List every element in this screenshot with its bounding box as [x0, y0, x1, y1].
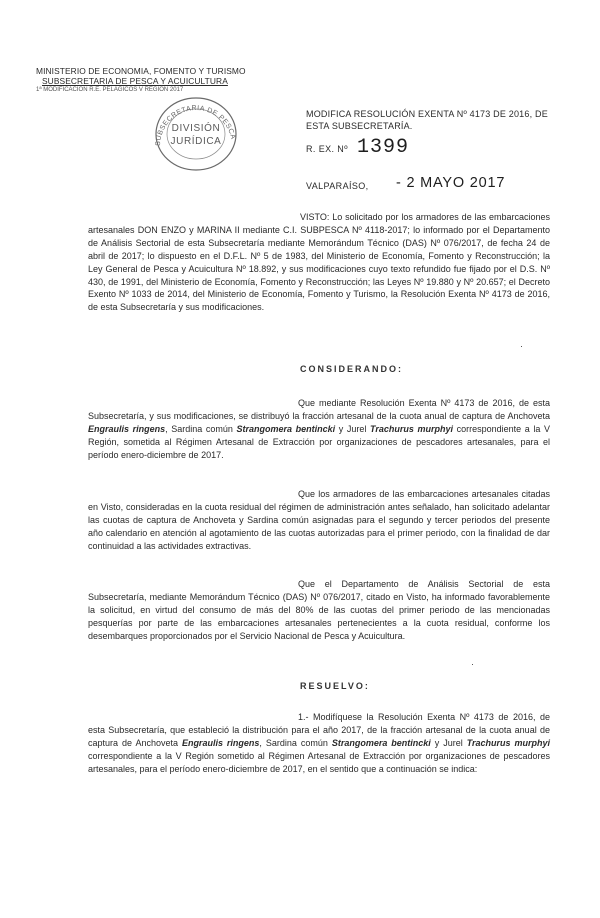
stamp-line-1: DIVISIÓN [171, 123, 221, 134]
resolution-number: 1399 [357, 136, 410, 159]
species-jurel: Trachurus murphyi [370, 423, 453, 434]
resolution-date: - 2 MAYO 2017 [396, 175, 506, 191]
stamp-ring-text: SUBSECRETARIA DE PESCA [154, 104, 237, 147]
legal-division-stamp [140, 88, 252, 174]
place-name: VALPARAÍSO, [306, 181, 369, 191]
visto-section [88, 211, 550, 314]
resuelvo-heading: RESUELVO: [300, 681, 370, 691]
stamp-line-2: JURÍDICA [170, 136, 222, 147]
considerando-heading: CONSIDERANDO: [300, 364, 404, 374]
document-subtitle: 1ª MODIFICACIÓN R.E. PELAGICOS V REGIÓN 2017 [36, 87, 184, 93]
visto-lead: VISTO: [300, 212, 330, 222]
species-jurel: Trachurus murphyi [466, 737, 550, 748]
considerando-paragraph-1: Que mediante Resolución Exenta Nº 4173 de 2016, de esta Subsecretaría, y sus modificaciones, se distribuyó la fracción artesanal de la cuota anual de captura de Anchoveta Engraulis ringens, Sardina común Strangomera bentincki y Jurel Trachurus murphyi correspondiente a la V Región, sometida al Régimen Artesanal de Extracción por organizaciones de pescadores artesanales, para el período enero-diciembre de 2017. [88, 398, 550, 460]
scan-speck [521, 346, 522, 347]
species-anchoveta: Engraulis ringens [88, 423, 166, 434]
considerando-paragraph-2: Que los armadores de las embarcaciones artesanales citadas en Visto, consideradas en la cuota residual del régimen de administración antes señalado, han solicitado adelantar las cuotas de captura de Anchoveta y Sardina común asignadas para el segundo y tercer periodos del presente año calendario en atención al agotamiento de las cuotas autorizadas para el primer periodo, con la finalidad de dar continuidad a las actividades extractivas. [88, 489, 550, 551]
subsecretaria-name: SUBSECRETARIA DE PESCA Y ACUICULTURA [42, 76, 228, 86]
ministry-name: MINISTERIO DE ECONOMIA, FOMENTO Y TURISMO [36, 66, 246, 76]
resolution-label: R. EX. Nº [306, 144, 348, 154]
considerando-paragraph-3: Que el Departamento de Análisis Sectorial de esta Subsecretaría, mediante Memorándum Técnico (DAS) Nº 076/2017, citado en Visto, ha informado favorablemente la solicitud, en virtud del consumo de más del 80% de las cuotas del primer periodo de las mencionadas pesquerías por parte de las embarcaciones artesanales pertenecientes a la cuota residual, conforme los desembarques proporcionados por el Servicio Nacional de Pesca y Acuicultura. [88, 579, 550, 641]
species-anchoveta: Engraulis ringens [181, 737, 260, 748]
species-sardina: Strangomera bentincki [236, 423, 336, 434]
resuelvo-paragraph-1: 1.- Modifíquese la Resolución Exenta Nº 4173 de 2016, de esta Subsecretaría, que estableció la distribución para el año 2017, de la fracción artesanal de la cuota anual de captura de Anchoveta Engraulis ringens, Sardina común Strangomera bentincki y Jurel Trachurus murphyi correspondiente a la V Región sometido al Régimen Artesanal de Extracción por organizaciones de pescadores artesanales, para el período enero-diciembre de 2017, en el sentido que a continuación se indica: [88, 712, 550, 774]
species-sardina: Strangomera bentincki [331, 737, 431, 748]
scan-speck [472, 664, 473, 665]
resolution-subject: MODIFICA RESOLUCIÓN EXENTA Nº 4173 DE 2016, DE ESTA SUBSECRETARÍA. [306, 109, 548, 131]
visto-text: Lo solicitado por los armadores de las embarcaciones artesanales DON ENZO y MARINA II mediante C.I. SUBPESCA Nº 4118-2017; lo informado por el Departamento de Análisis Sectorial de esta Subsecretaría mediante Memorándum Técnico (DAS) Nº 076/2017, de fecha 24 de abril de 2017; lo dispuesto en el D.F.L. Nº 5 de 1983, del Ministerio de Economía, Fomento y Reconstrucción; la Ley General de Pesca y Acuicultura Nº 18.892, y sus modificaciones cuyo texto refundido fue fijado por el D.S. Nº 430, de 1991, del Ministerio de Economía, Fomento y Reconstrucción; las Leyes Nº 19.880 y Nº 20.657; el Decreto Exento Nº 1033 de 2014, del Ministerio de Economía, Fomento y Turismo, la Resolución Exenta Nº 4173 de 2016, de esta Subsecretaría y sus modificaciones. [88, 212, 550, 313]
